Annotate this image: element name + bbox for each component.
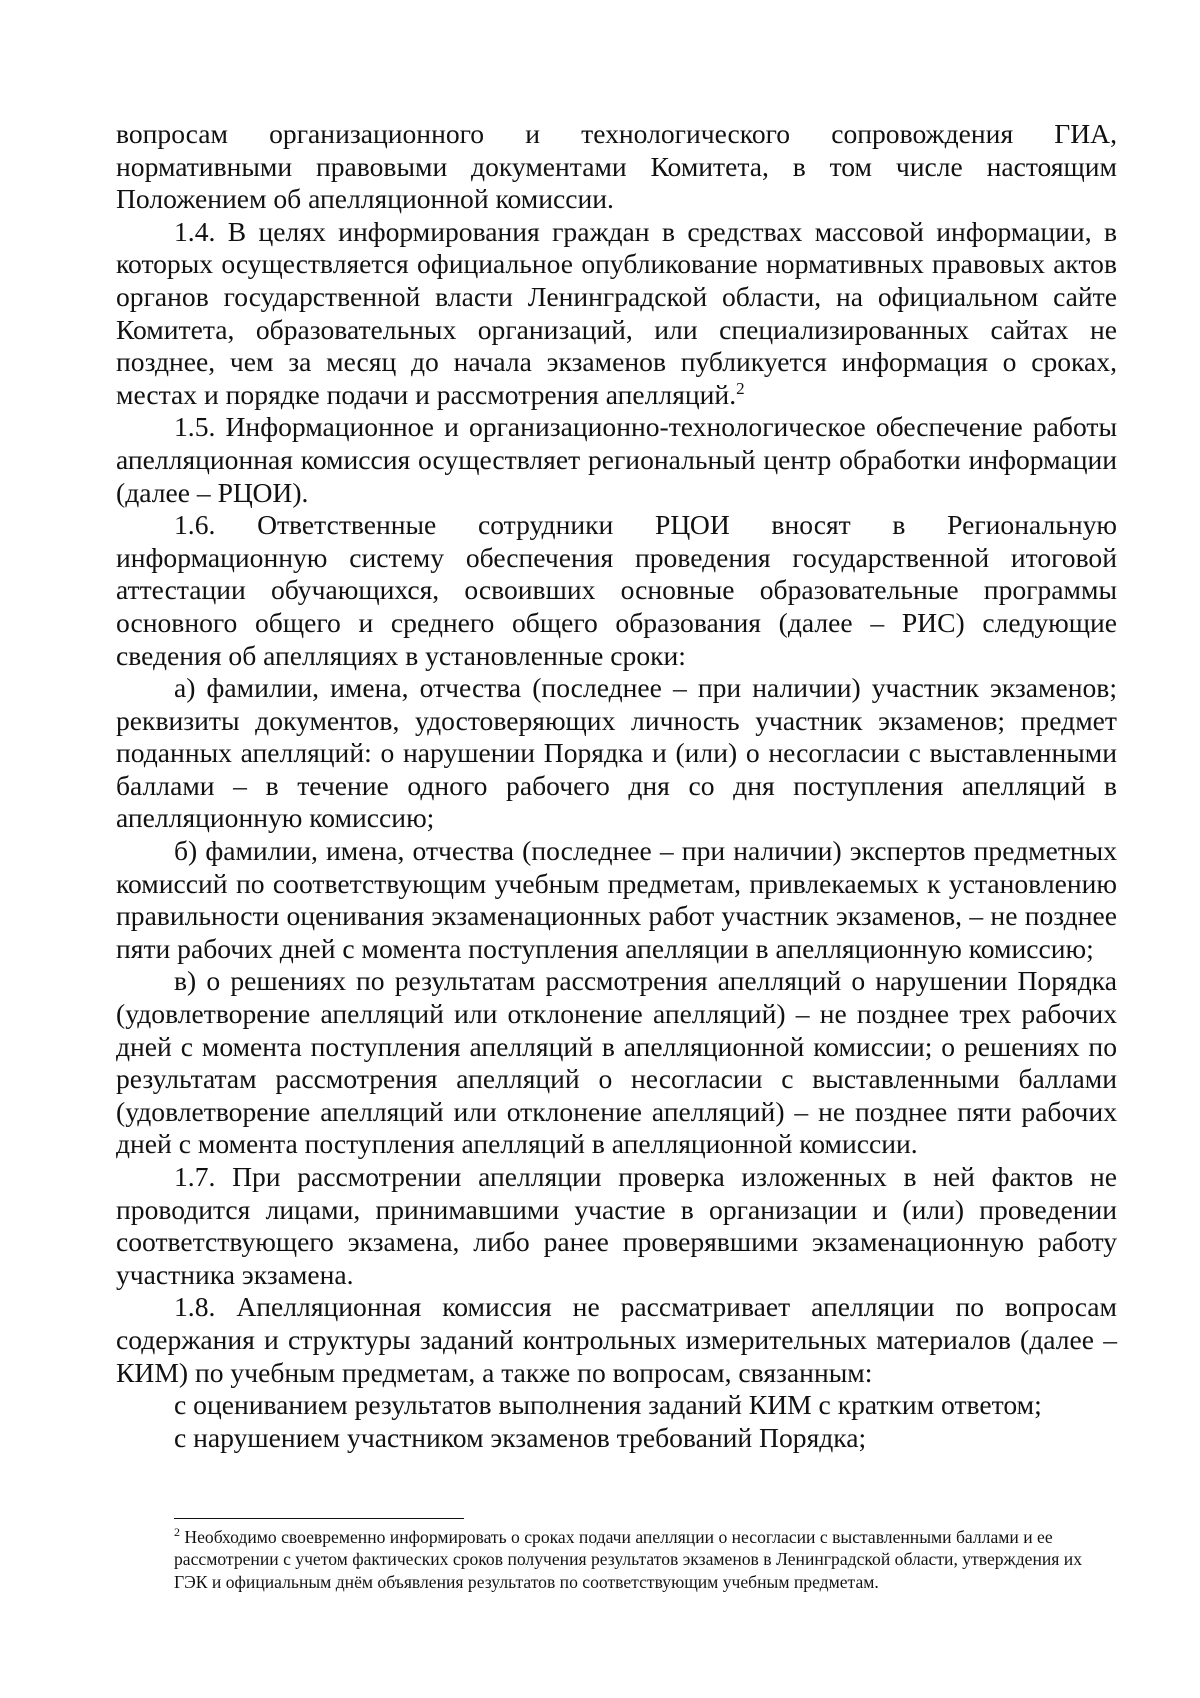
footnote bbox=[174, 1526, 1118, 1593]
paragraph-1-4 bbox=[116, 216, 1117, 412]
footnote-separator bbox=[174, 1518, 464, 1519]
paragraph-1-4-text: 1.4. В целях информирования граждан в средствах массовой информации, в которых осуществляется официальное опубликование нормативных правовых актов органов государственной власти Ленинградской области, на официальном сайте Комитета, образовательных организаций, или специализированных сайтах не позднее, чем за месяц до начала экзаменов публикуется информация о сроках, местах и порядке подачи и рассмотрения апелляций. bbox=[116, 215, 1117, 410]
paragraph-1-8: 1.8. Апелляционная комиссия не рассматривает апелляции по вопросам содержания и структуры заданий контрольных измерительных материалов (далее – КИМ) по учебным предметам, а также по вопросам, связанным: bbox=[116, 1291, 1117, 1388]
list-item-short-answer: с оцениванием результатов выполнения заданий КИМ с кратким ответом; bbox=[174, 1389, 1042, 1421]
document-body bbox=[116, 118, 1117, 1454]
footnote-text: Необходимо своевременно информировать о сроках подачи апелляции о несогласии с выставленными баллами и ее рассмотрении с учетом фактических сроков получения результатов экзаменов в Ленинградской области, утверждения их ГЭК и официальным днём объявления результатов по соответствующим учебным предметам. bbox=[174, 1527, 1083, 1592]
footnote-mark: 2 bbox=[174, 1525, 180, 1540]
footnote-reference[interactable]: 2 bbox=[736, 378, 745, 398]
list-item-procedure-violation: с нарушением участником экзаменов требований Порядка; bbox=[174, 1421, 867, 1453]
paragraph-item-v: в) о решениях по результатам рассмотрения апелляций о нарушении Порядка (удовлетворение апелляций или отклонение апелляций) – не позднее трех рабочих дней с момента поступления апелляций в апелляционной комиссии; о решениях по результатам рассмотрения апелляций о несогласии с выставленными баллами (удовлетворение апелляций или отклонение апелляций) – не позднее пяти рабочих дней с момента поступления апелляций в апелляционной комиссии. bbox=[116, 965, 1117, 1160]
paragraph-1-6: 1.6. Ответственные сотрудники РЦОИ вносят в Региональную информационную систему обеспечения проведения государственной итоговой аттестации обучающихся, освоивших основные образовательные программы основного общего и среднего общего образования (далее – РИС) следующие сведения об апелляциях в установленные сроки: bbox=[116, 509, 1117, 671]
paragraph-1-7: 1.7. При рассмотрении апелляции проверка изложенных в ней фактов не проводится лицами, принимавшими участие в организации и (или) проведении соответствующего экзамена, либо ранее проверявшими экзаменационную работу участника экзамена. bbox=[116, 1161, 1117, 1290]
paragraph-item-a: а) фамилии, имена, отчества (последнее – при наличии) участник экзаменов; реквизиты документов, удостоверяющих личность участник экзаменов; предмет поданных апелляций: о нарушении Порядка и (или) о несогласии с выставленными баллами – в течение одного рабочего дня со дня поступления апелляций в апелляционную комиссию; bbox=[116, 672, 1117, 834]
paragraph-item-b: б) фамилии, имена, отчества (последнее – при наличии) экспертов предметных комиссий по соответствующим учебным предметам, привлекаемых к установлению правильности оценивания экзаменационных работ участник экзаменов, – не позднее пяти рабочих дней с момента поступления апелляции в апелляционную комиссию; bbox=[116, 835, 1117, 964]
paragraph-1-5: 1.5. Информационное и организационно-технологическое обеспечение работы апелляционная комиссия осуществляет региональный центр обработки информации (далее – РЦОИ). bbox=[116, 411, 1117, 508]
paragraph-continuation: вопросам организационного и технологического сопровождения ГИА, нормативными правовыми документами Комитета, в том числе настоящим Положением об апелляционной комиссии. bbox=[116, 118, 1117, 215]
